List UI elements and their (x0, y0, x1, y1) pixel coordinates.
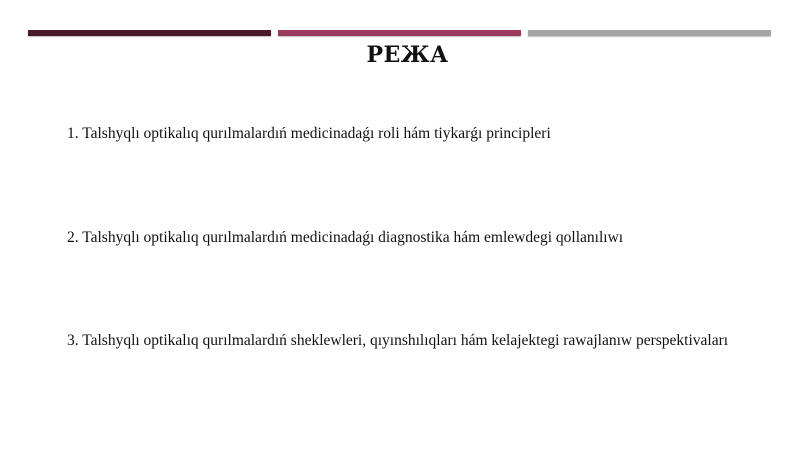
plan-item-3: 3. Talshyqlı optikalıq qurılmalardıń sheklewleri, qıyınshılıqları hám kelajektegi rawajlanıw perspektivaları (67, 332, 729, 349)
plan-item-2: 2. Talshyqlı optikalıq qurılmalardıń medicinadaǵı diagnostika hám emlewdegi qollanılıwı (67, 229, 624, 246)
accent-bar-dark (28, 30, 271, 36)
slide-title: РЕЖА (366, 42, 449, 68)
accent-bar-magenta (278, 30, 521, 36)
accent-bar-gray (528, 30, 771, 36)
plan-item-1: 1. Talshyqlı optikalıq qurılmalardıń medicinadaǵı roli hám tiykarǵı principleri (67, 125, 551, 142)
